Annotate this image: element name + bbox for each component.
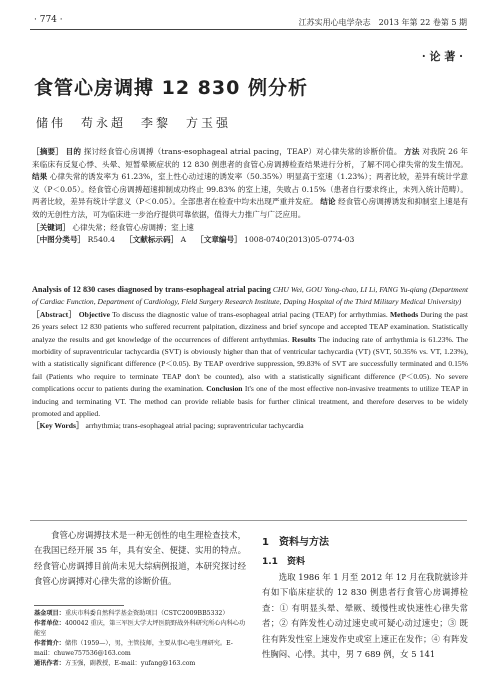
method-text: 对我院 26 年来临床有反复心悸、头晕、短暂晕厥症状的 12 830 例患者的食管心房调搏检查结果进行分析，了解不同心律失常的发生情况。 [32, 147, 469, 169]
bio-text: 储伟（1959—），男，主管技师，主要从事心电生理研究。E-mail：chuwe757536@163.com [34, 640, 233, 657]
section-heading: 1 资料与方法 [262, 537, 329, 548]
conclusion-label: 结论 [320, 197, 336, 207]
article-no-value: 1008-0740(2013)05-0774-03 [244, 235, 355, 245]
fund-text: 重庆市科委自然科学基金资助项目（CSTC2009BB5332） [64, 610, 229, 617]
corr-label: 通讯作者： [34, 660, 65, 667]
intro-paragraph [34, 528, 246, 590]
keywords-label: ［关键词］ [32, 222, 70, 232]
page-number: · 774 · [34, 15, 63, 25]
conclusion-text: 经食管心房调搏诱发和抑制室上速是有效的无创性方法，可为临床进一步治疗提供可靠依据，值得大力推广与广泛应用。 [32, 197, 468, 219]
result-text: 心律失常的诱发率为 61.23%，室上性心动过速的诱发率（50.35%）明显高于室速（1.23%）；两者比较，差异有统计学意义（P＜0.05）。经食管心房调搏超速抑制成功终止 99.83% 的室上速，失败占 0.15%（患者自行要求终止，未列入统计范畴）。两者比较，差异有统计学意义（P＜0.05）。全部患者在检查中均未出现严重并发症。 [32, 172, 469, 207]
en-methods-label: Methods [390, 309, 419, 319]
subsection-heading: 1.1 资料 [262, 557, 305, 567]
article-title: 食管心房调搏 12 830 例分析 [34, 77, 308, 99]
method-label: 方法 [404, 147, 420, 156]
abstract-label: ［摘要］ [32, 147, 64, 156]
keywords-text: 心律失常；经食管心房调搏；室上速 [72, 222, 194, 232]
unit-label: 作者单位： [34, 620, 65, 627]
objective-label: 目的 [65, 147, 82, 156]
fund-label: 基金项目： [34, 610, 65, 617]
en-objective-label: Objective [78, 309, 110, 319]
en-conclusion: It's one of the most effective non-invasive treatments to utilize TEAP in inducing and terminating VT. The method can provide reliable basis for further clinical treatment, and therefore deserves to be widely promoted and applied. [32, 384, 468, 419]
chinese-abstract [32, 146, 468, 247]
footnote-rule [34, 605, 124, 606]
journal-header: 江苏实用心电学杂志 2013 年第 22 卷第 5 期 [298, 18, 467, 27]
unit-text: 400042 重庆，第三军医大学大坪医院野战外科研究所心内科心功能室 [34, 620, 246, 637]
header-rule [30, 29, 467, 30]
section-tag: · 论 著 · [421, 50, 463, 63]
materials-paragraph [262, 570, 468, 662]
en-objective: To discuss the diagnostic value of trans-esophageal atrial pacing (TEAP) for arrhythmias. [112, 309, 388, 319]
doc-code-label: ［文献标示码］ [125, 235, 179, 245]
materials-text: 选取 1986 年 1 月至 2012 年 12 月在我院就诊并有如下临床症状的 12 830 例患者行食管心房调搏检查：① 有明显头晕、晕厥、缓慢性或快速性心律失常者；② 有阵发性心动过速史或可疑心动过速史；③ 既往有阵发性室上速发作史或室上速正在发作；④ 有阵发性胸闷、心悸。其中，男 7 689 例，女 5 141 [262, 572, 468, 660]
en-keywords: arrhythmia; trans-esophageal atrial pacing; supraventricular tachycardia [85, 421, 304, 431]
clc-label: ［中图分类号］ [32, 235, 86, 245]
en-results-label: Results [291, 334, 316, 344]
corr-text: 方玉强，副教授，E-mail：yufang@163.com [64, 660, 196, 667]
doc-code-value: A [180, 235, 187, 245]
en-methods: During the past 26 years select 12 830 patients who suffered recurrent palpitation, dizziness and brief syncope and accepted TEAP examination. Statistically analyze the results and get knowledge of the occurrences of different arrhythmias. [32, 309, 469, 344]
bio-label: 作者简介： [34, 640, 65, 647]
clc-value: R540.4 [87, 235, 116, 245]
intro-text: 食管心房调搏技术是一种无创性的电生理检查技术，在我国已经开展 35 年，具有安全、便捷、实用的特点。经食管心房调搏目前尚未见大综病例报道，本研究探讨经食管心房调搏对心律失常的诊断价值。 [34, 530, 246, 587]
en-conclusion-label: Conclusion [206, 384, 243, 394]
en-results: The inducing rate of arrhythmia is 61.23%. The morbidity of supraventricular tachycardia (SVT) is obviously higher than that of ventricular tachycardia (VT) (SVT, 50.35% vs. VT, 1.23%), with a statistically significant difference (P＜0.05). By TEAP overdrive suppression, 99.83% of SVT are successfully terminated and 0.15% fail (Patients who require to terminate TEAP don't be counted), also with a statistically significant difference (P＜0.05). No severe complications occur to patients during the examination. [32, 334, 469, 394]
objective-text: 探讨经食管心房调搏（trans-esophageal atrial pacing，TEAP）对心律失常的诊断价值。 [83, 147, 402, 156]
article-no-label: ［文章编号］ [196, 235, 242, 245]
en-abstract-label: ［Abstract］ [32, 309, 77, 319]
english-authors: CHU Wei, GOU Yong-chao, LI Li, FANG Yu-qiang (Department of Cardiac Function, Department of Cardiology, Field Surgery Research Institute, Daping Hospital of the Third Military Medical University) [32, 285, 468, 307]
abstract-divider [30, 520, 467, 521]
result-label: 结果 [32, 172, 48, 182]
authors: 储伟 苟永超 李黎 方玉强 [36, 116, 232, 130]
english-title: Analysis of 12 830 cases diagnosed by trans-esophageal atrial pacing [32, 285, 271, 294]
en-keywords-label: ［Key Words］ [32, 421, 84, 431]
footnote [34, 609, 246, 669]
english-abstract [32, 284, 468, 433]
